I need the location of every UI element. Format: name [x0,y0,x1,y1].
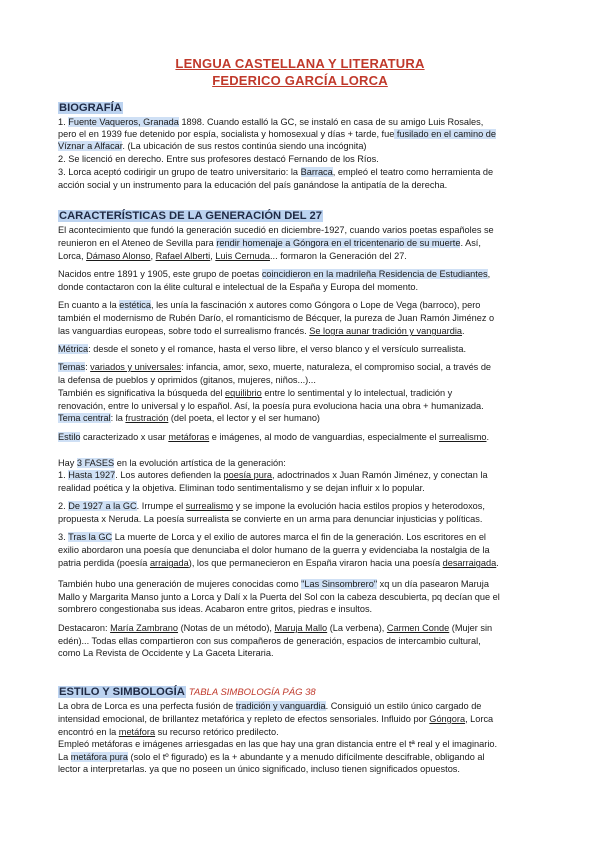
highlighted-text: De 1927 a la GC [68,501,137,511]
text-segment: . Los autores defienden la [115,470,224,480]
highlighted-text: 3 FASES [76,458,115,468]
highlighted-text: tradición y vanguardia [235,701,326,711]
highlighted-text: Tras la GC [68,532,113,542]
text-segment: La obra de Lorca es una perfecta fusión de [58,701,236,711]
highlighted-text: rendir homenaje a Góngora en el tricentenario de su muerte [216,238,461,248]
highlighted-text: metáfora pura [70,752,128,762]
text-line [58,500,548,512]
text-segment: acción social y un instrumento para la educación del país ganándose la antipatía de la derecha. [58,180,448,190]
highlighted-text: fusilado en el camino de [394,129,496,139]
text-line [58,647,548,659]
text-segment: renovación, entre lo universal y lo español. Así, la poesía pura evoluciona hacia una obra + humanizada. [58,401,484,411]
text-line [58,387,548,399]
text-segment: : [85,362,91,372]
text-line [58,268,548,280]
highlighted-text: Métrica [58,344,89,354]
page-title: LENGUA CASTELLANA Y LITERATURA [175,56,425,71]
text-line [58,544,548,556]
text-segment: (Mujer sin [449,623,493,633]
text-line [58,361,548,373]
text-segment: ), los que permanecieron en España viraron hacia una poesía [188,558,443,568]
text-segment: donde contactaron con la élite cultural e intelectual de la España y Europa del momento. [58,282,419,292]
text-segment: realidad poética y la objetiva. Eliminan todo sentimentalismo y se dejan influir x lo popular. [58,483,425,493]
text-segment: : infancia, amor, sexo, muerte, naturaleza, el compromiso social, a través de [181,362,492,372]
highlighted-text: Temas [58,362,86,372]
underlined-text: metáfora [118,727,156,737]
underlined-text: variados y universales [90,362,182,372]
text-segment: . (La ubicación de sus restos continúa siendo una incógnita) [122,141,367,151]
text-segment: La [58,752,71,762]
heading-text: BIOGRAFÍA [59,102,122,114]
text-line [58,726,548,738]
text-segment: . [496,558,499,568]
text-line [58,622,548,634]
text-line [58,166,548,178]
text-segment: 1898. Cuando estalló la GC, se instaló en casa de su amigo Luis Rosales, [178,117,484,127]
text-segment: (del poeta, el lector y el ser humano) [168,413,320,423]
highlighted-text: Víznar a Alfacar [58,141,123,151]
text-line [58,153,548,165]
text-segment: . [486,432,490,442]
text-segment: 1. [58,470,69,480]
text-segment: la defensa de pueblos y oprimidos (gitanos, mujeres, niños...)... [58,375,316,385]
text-segment: Hay [58,458,77,468]
text-segment: . [461,326,465,336]
section-heading-biografia [58,102,123,114]
text-segment: (solo el tº figurado) es la + abundante y a menudo difícilmente descifrable, obligando al [127,752,485,762]
text-line [58,250,548,262]
text-segment: También hubo una generación de mujeres conocidas como [58,579,302,589]
section-heading-generacion [58,210,323,222]
text-segment: como La Revista de Occidente y La Gaceta Literaria. [58,648,274,658]
text-line [58,179,548,191]
underlined-text: Carmen Conde [386,623,450,633]
text-segment: intensidad emocional, de brillantez metafórica y repleto de efectos sensoriales. Influido por [58,714,430,724]
highlighted-text: Barraca [300,167,333,177]
text-segment: (La verbena), [327,623,387,633]
highlighted-text: Hasta 1927 [68,470,116,480]
text-line [58,224,548,236]
text-line [58,513,548,525]
section-heading-estilo [58,686,316,698]
text-line [58,412,548,424]
text-line [58,128,548,140]
underlined-text: María Zambrano [110,623,179,633]
text-segment: , empleó el teatro como herramienta de [332,167,494,177]
text-segment: en la evolución artística de la generación: [114,458,286,468]
text-segment: reunieron en el Ateneo de Sevilla para [58,238,217,248]
text-line [58,116,548,128]
text-segment: también el modernismo de Rubén Darío, el romanticismo de Bécquer, la pureza de Juan Ramón Jiménez o [58,313,495,323]
text-line [58,763,548,775]
text-segment: También es significativa la búsqueda del [58,388,226,398]
text-segment: Lorca, [58,251,87,261]
text-segment: . Así, [460,238,481,248]
text-line [58,751,548,763]
text-line [58,531,548,543]
page-subtitle: FEDERICO GARCÍA LORCA [212,73,388,88]
heading-text: ESTILO Y SIMBOLOGÍA [59,686,185,698]
underlined-text: surrealismo [439,432,487,442]
text-segment: sombrero congestionaba sus ideas. Acabaron entre gritos, piedras e insultos. [58,604,373,614]
text-segment: lector a interpretarlas. ya que no poseen un único significado, incluso tienen significados opuestos. [58,764,460,774]
highlighted-text: estética [119,300,151,310]
text-segment: , Lorca [465,714,494,724]
text-line [58,281,548,293]
text-line [58,374,548,386]
underlined-text: Dámaso Alonso [86,251,151,261]
text-segment: Destacaron: [58,623,111,633]
text-segment: exilio abordaron una poesía que denunciaba el dolor humano de la guerra y evidenciaba la nostalgia de la [58,545,490,555]
text-line [58,635,548,647]
highlighted-text: Fuente Vaqueros, Granada [68,117,179,127]
text-segment: 1. [58,117,69,127]
underlined-text: Luis Cernuda [215,251,270,261]
text-segment: : la [110,413,126,423]
text-segment: 2. [58,501,69,511]
text-segment: 3. [58,532,69,542]
text-segment: (Notas de un método), [178,623,275,633]
underlined-text: surrealismo [185,501,234,511]
underlined-text: Góngora [429,714,466,724]
text-segment: ... formaron la Generación del 27. [269,251,407,261]
text-segment: e imágenes, al modo de vanguardias, especialmente el [209,432,439,442]
text-line [58,400,548,412]
text-segment: : desde el soneto y el romance, hasta el verso libre, el verso blanco y el versículo surrealista. [88,344,467,354]
text-segment: pero el en 1939 fue detenido por espía, socialista y homosexual y días + tarde, fue [58,129,395,139]
underlined-text: equilibrio [225,388,262,398]
text-segment: patria perdida (poesía [58,558,150,568]
text-line [58,591,548,603]
text-line [58,700,548,712]
text-line [58,482,548,494]
text-segment: edén)... Todas ellas compartieron con sus compañeros de generación, espacios de intercambio cultural, [58,636,481,646]
text-line [58,469,548,481]
text-line [58,312,548,324]
text-line [58,603,548,615]
text-segment: , [210,251,216,261]
underlined-text: poesía pura [223,470,273,480]
text-segment: . Consiguió un estilo único cargado de [325,701,482,711]
underlined-text: desarraigada [442,558,497,568]
text-line [58,738,548,750]
text-segment: su recurso retórico predilecto. [155,727,279,737]
underlined-text: Maruja Mallo [274,623,328,633]
text-segment: y se impone la evolución hacia estilos propios y heterodoxos, [233,501,485,511]
highlighted-text: Tema central [58,413,111,423]
text-line [58,299,548,311]
text-line [58,713,548,725]
text-line [58,343,548,355]
text-segment: caracterizado x usar [80,432,169,442]
text-segment: las vanguardias europeas, sobre todo el surrealismo francés. [58,326,310,336]
heading-text: CARACTERÍSTICAS DE LA GENERACIÓN DEL 27 [59,210,322,222]
text-segment: Empleó metáforas e imágenes arriesgadas en las que hay una gran distancia entre el tª real y el imaginario. [58,739,498,749]
text-line [58,457,548,469]
text-line [58,237,548,249]
text-segment: , adoctrinados x Juan Ramón Jiménez, y conectan la [272,470,488,480]
text-segment: Nacidos entre 1891 y 1905, este grupo de poetas [58,269,262,279]
underlined-text: arraigada [149,558,189,568]
underlined-text: Rafael Alberti [155,251,211,261]
text-segment: , [150,251,156,261]
underlined-text: metáforas [168,432,210,442]
text-segment: Mallo y Margarita Manso junto a Lorca y Dalí x la Puerta del Sol con la cabeza descubierta, pq decían que el [58,592,500,602]
highlighted-text: Estilo [58,432,81,442]
text-segment: La muerte de Lorca y el exilio de autores marca el fin de la generación. Los escritores en el [112,532,486,542]
text-segment: encontró en la [58,727,119,737]
text-segment: , [487,269,491,279]
text-segment: , les unía la fascinación x autores como Góngora o Lope de Vega (barroco), pero [150,300,481,310]
text-line [58,431,548,443]
text-segment: 3. Lorca aceptó codirigir un grupo de teatro universitario: la [58,167,301,177]
text-segment: 2. Se licenció en derecho. Entre sus profesores destacó Fernando de los Ríos. [58,154,379,164]
highlighted-text: "Las Sinsombrero" [301,579,378,589]
section-note: TABLA SIMBOLOGÍA PÁG 38 [188,687,316,698]
text-segment: propuesta x Neruda. La poesía surrealista se convierte en un arma para denunciar injusticias y políticas. [58,514,483,524]
text-segment: . Irrumpe el [136,501,186,511]
highlighted-text: coincidieron en la madrileña Residencia de Estudiantes [261,269,488,279]
underlined-text: Se logra aunar tradición y vanguardia [309,326,462,336]
text-segment: El acontecimiento que fundó la generación sucedió en diciembre-1927, cuando varios poetas españoles se [58,225,494,235]
text-line [58,557,548,569]
text-segment: En cuanto a la [58,300,120,310]
underlined-text: frustración [125,413,169,423]
text-line [58,578,548,590]
text-segment: xq un día pasearon Maruja [377,579,489,589]
text-segment: entre lo sentimental y lo intelectual, tradición y [261,388,453,398]
text-line [58,140,548,152]
text-line [58,325,548,337]
